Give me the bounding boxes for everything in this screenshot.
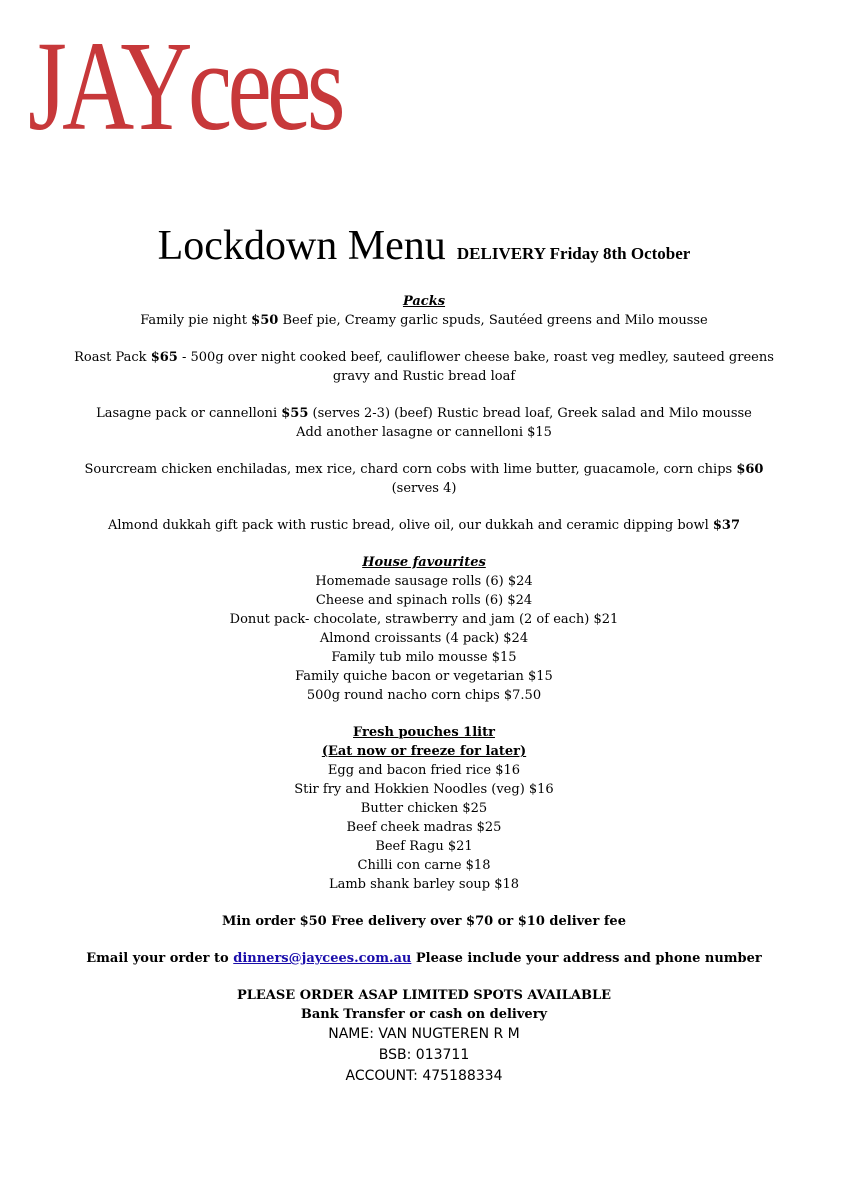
list-item: Donut pack- chocolate, strawberry and jam (2 of each) $21 [229,612,619,627]
brand-logo: JAYcees [28,15,341,157]
list-item: Chilli con carne $18 [357,858,491,873]
title-main: Lockdown Menu [157,223,446,269]
list-item: Cheese and spinach rolls (6) $24 [315,593,533,608]
house-heading: House favourites [362,555,486,570]
list-item: Beef Ragu $21 [375,839,473,854]
pack-price: $50 [251,313,279,328]
pack-item: Family pie night $50 Beef pie, Creamy garlic spuds, Sautéed greens and Milo mousse [140,313,708,328]
min-order-note: Min order $50 Free delivery over $70 or $10 deliver fee [222,914,626,929]
pack-price: $55 [281,406,309,421]
packs-heading: Packs [402,294,446,309]
list-item: Almond croissants (4 pack) $24 [319,631,529,646]
page-title [0,222,848,270]
pouches-subheading: (Eat now or freeze for later) [321,744,527,759]
account-name: NAME: VAN NUGTEREN R M [328,1026,520,1042]
bsb-number: BSB: 013711 [378,1047,470,1063]
list-item: 500g round nacho corn chips $7.50 [306,688,542,703]
asap-note: PLEASE ORDER ASAP LIMITED SPOTS AVAILABLE [236,988,612,1003]
account-number: ACCOUNT: 475188334 [345,1068,503,1084]
list-item: Family quiche bacon or vegetarian $15 [295,669,553,684]
email-line: Email your order to dinners@jaycees.com.au Please include your address and phone number [86,951,762,966]
pack-price: $65 [150,350,178,365]
pouches-heading: Fresh pouches 1litr [353,725,495,740]
menu-content [60,292,788,1087]
list-item: Butter chicken $25 [360,801,488,816]
pack-item: Sourcream chicken enchiladas, mex rice, chard corn cobs with lime butter, guacamole, corn chips $60 (serves 4) [84,462,764,496]
pack-item: Roast Pack $65 - 500g over night cooked beef, cauliflower cheese bake, roast veg medley, sauteed greens gravy and Rustic bread loaf [74,350,774,384]
pack-price: $60 [736,462,764,477]
pack-item: Almond dukkah gift pack with rustic bread, olive oil, our dukkah and ceramic dipping bowl $37 [107,518,741,533]
payment-note: Bank Transfer or cash on delivery [300,1007,548,1022]
list-item: Beef cheek madras $25 [346,820,502,835]
list-item: Stir fry and Hokkien Noodles (veg) $16 [294,782,554,797]
list-item: Homemade sausage rolls (6) $24 [315,574,533,589]
list-item: Family tub milo mousse $15 [331,650,517,665]
pack-item: Lasagne pack or cannelloni $55 (serves 2-3) (beef) Rustic bread loaf, Greek salad and Milo mousse Add another lasagne or cannelloni $15 [96,406,752,440]
title-sub: DELIVERY Friday 8th October [456,244,691,263]
pack-price: $37 [712,518,741,533]
list-item: Egg and bacon fried rice $16 [327,763,521,778]
email-link[interactable]: dinners@jaycees.com.au [233,951,412,966]
list-item: Lamb shank barley soup $18 [328,877,520,892]
